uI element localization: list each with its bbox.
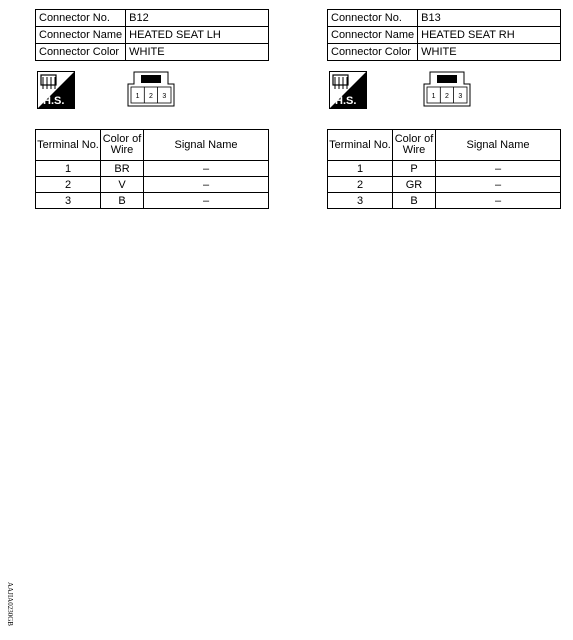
table-row — [328, 177, 561, 193]
connector-name-value: HEATED SEAT LH — [126, 27, 269, 44]
wire-color-header — [101, 130, 144, 161]
terminal-no-cell: 3 — [328, 193, 393, 209]
connector-no-label: Connector No. — [328, 10, 418, 27]
hs-label: H.S. — [43, 95, 65, 107]
table-row — [36, 177, 269, 193]
terminal-table — [35, 129, 269, 209]
connector-color-row — [36, 44, 269, 61]
connector-name-label: Connector Name — [36, 27, 126, 44]
terminal-no-cell: 1 — [36, 161, 101, 177]
harness-side-icon — [329, 71, 367, 109]
terminal-header-row — [328, 130, 561, 161]
connector-graphics — [35, 61, 269, 129]
terminal-no-cell: 2 — [328, 177, 393, 193]
terminal-no-header: Terminal No. — [328, 130, 393, 161]
wire-color-cell: GR — [393, 177, 436, 193]
table-row — [36, 161, 269, 177]
connector-block-b13 — [327, 9, 561, 209]
wire-color-cell: B — [393, 193, 436, 209]
wire-color-cell: P — [393, 161, 436, 177]
wire-color-header-line1: Color of — [102, 133, 142, 145]
wire-color-cell: V — [101, 177, 144, 193]
terminal-header-row — [36, 130, 269, 161]
connector-info-table — [35, 9, 269, 61]
pin-1: 1 — [135, 93, 140, 100]
wire-color-cell: B — [101, 193, 144, 209]
pin-3: 3 — [162, 93, 167, 100]
connector-block-b12 — [35, 9, 269, 209]
connector-color-row — [328, 44, 561, 61]
signal-name-header: Signal Name — [144, 130, 269, 161]
pin-1: 1 — [431, 93, 436, 100]
connector-color-label: Connector Color — [36, 44, 126, 61]
connector-name-row — [36, 27, 269, 44]
wire-color-header-line2: Wire — [110, 144, 134, 156]
wire-color-header — [393, 130, 436, 161]
figure-code — [5, 582, 15, 640]
hs-label: H.S. — [335, 95, 357, 107]
harness-side-icon — [37, 71, 75, 109]
connector-color-label: Connector Color — [328, 44, 418, 61]
wire-color-cell: BR — [101, 161, 144, 177]
connector-no-row — [328, 10, 561, 27]
connector-color-value: WHITE — [418, 44, 561, 61]
connector-face-icon — [420, 66, 474, 112]
wire-color-header-line2: Wire — [402, 144, 426, 156]
connector-no-row — [36, 10, 269, 27]
signal-name-cell: – — [144, 161, 269, 177]
connector-info-table — [327, 9, 561, 61]
connector-no-value: B13 — [418, 10, 561, 27]
terminal-no-header: Terminal No. — [36, 130, 101, 161]
signal-name-cell: – — [436, 161, 561, 177]
connector-name-row — [328, 27, 561, 44]
signal-name-cell: – — [436, 177, 561, 193]
signal-name-cell: – — [144, 177, 269, 193]
terminal-no-cell: 3 — [36, 193, 101, 209]
connector-graphics — [327, 61, 561, 129]
table-row — [328, 193, 561, 209]
wire-color-header-line1: Color of — [394, 133, 434, 145]
table-row — [36, 193, 269, 209]
connector-name-value: HEATED SEAT RH — [418, 27, 561, 44]
connector-color-value: WHITE — [126, 44, 269, 61]
pin-2: 2 — [149, 93, 153, 100]
table-row — [328, 161, 561, 177]
terminal-no-cell: 1 — [328, 161, 393, 177]
terminal-table — [327, 129, 561, 209]
figure-code-text: AAJIA0230GB — [6, 582, 14, 626]
pin-2: 2 — [445, 93, 449, 100]
connector-name-label: Connector Name — [328, 27, 418, 44]
signal-name-cell: – — [144, 193, 269, 209]
signal-name-cell: – — [436, 193, 561, 209]
connector-no-label: Connector No. — [36, 10, 126, 27]
signal-name-header: Signal Name — [436, 130, 561, 161]
terminal-no-cell: 2 — [36, 177, 101, 193]
connector-face-icon — [124, 66, 178, 112]
connector-no-value: B12 — [126, 10, 269, 27]
pin-3: 3 — [458, 93, 463, 100]
